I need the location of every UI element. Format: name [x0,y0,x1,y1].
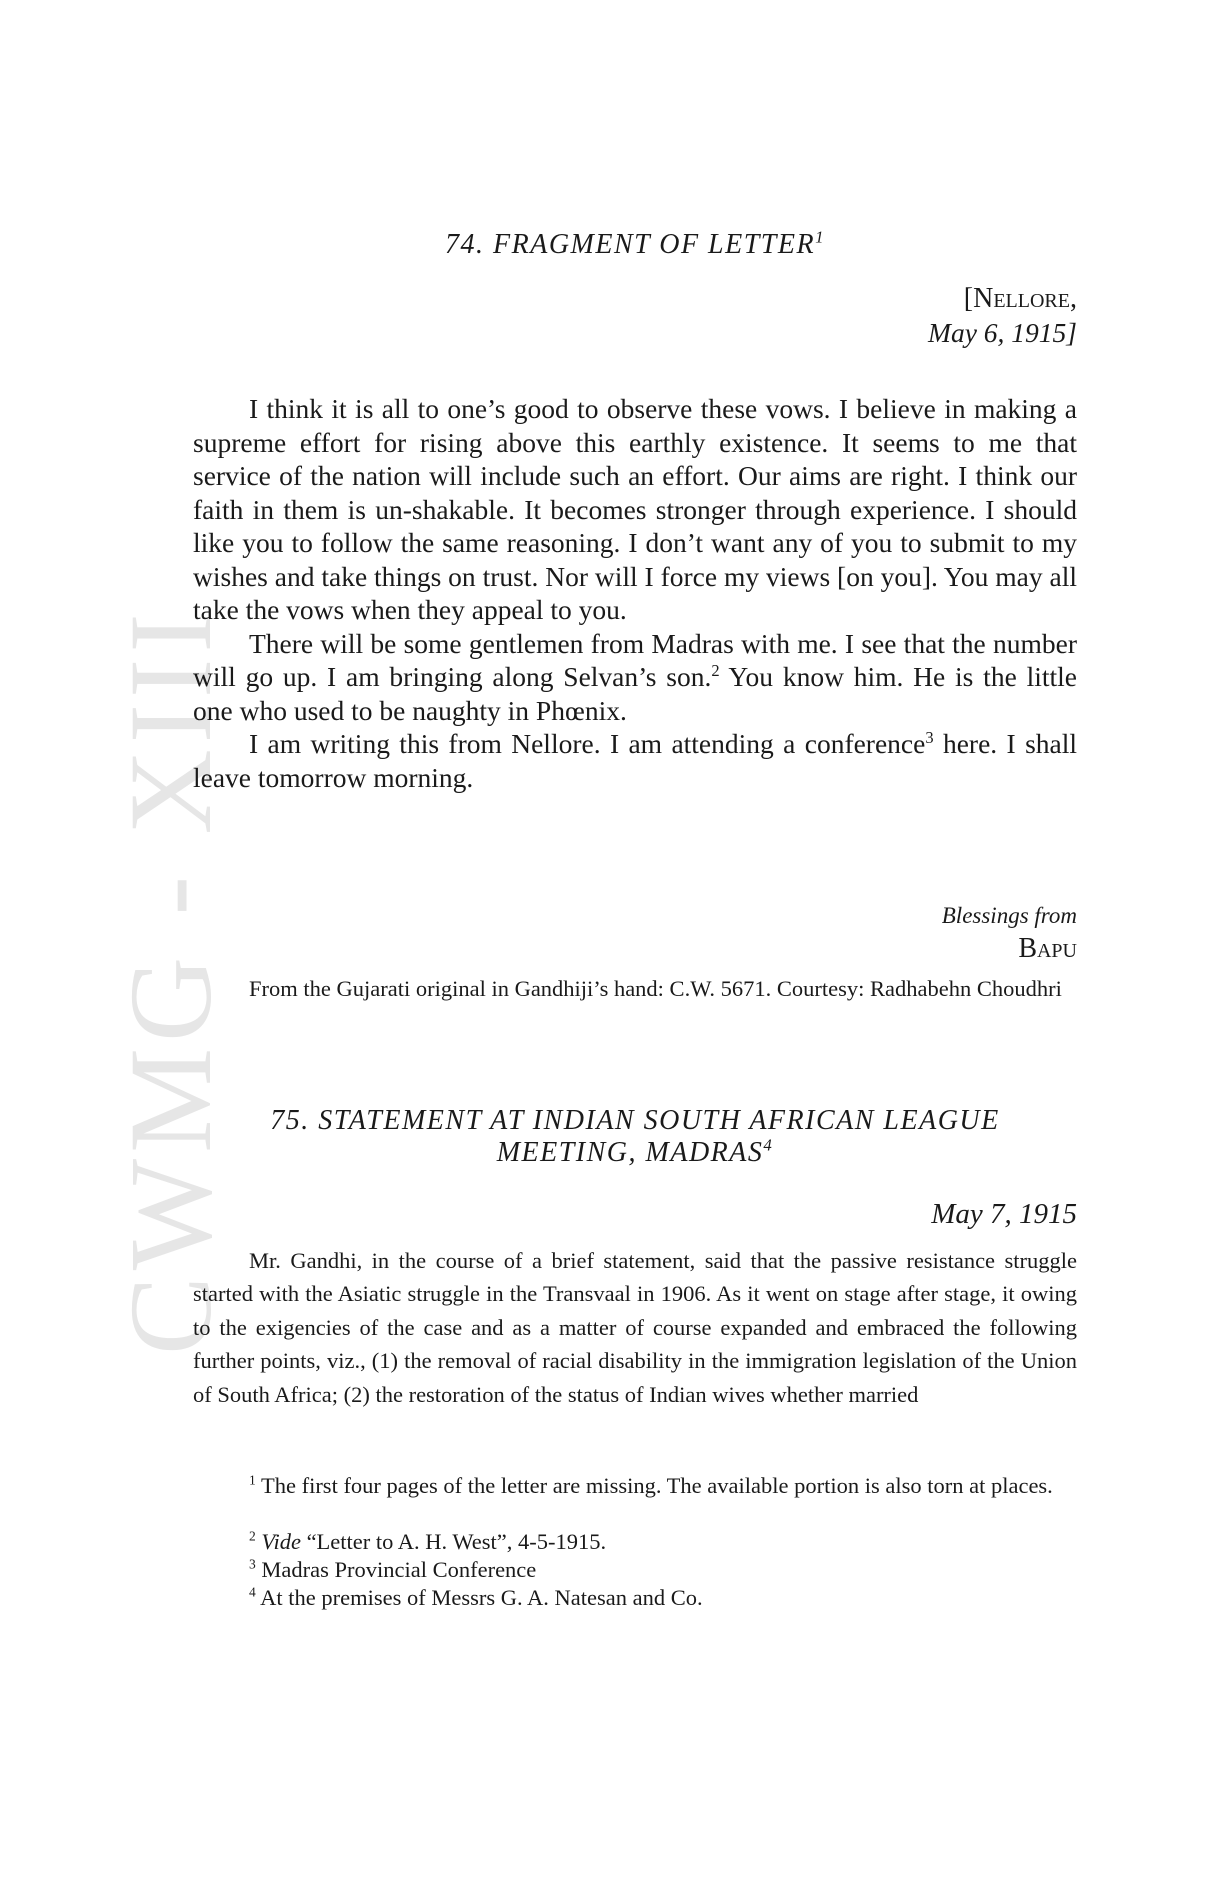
doc75-date: May 7, 1915 [931,1198,1077,1230]
doc74-signature: Bapu [1018,933,1077,964]
doc74-place: [Nellore, [963,283,1077,314]
footnote-1: $^1$ The first four pages of the letter are missing. The available portion is also torn at places. [249,1472,1053,1498]
doc74-paragraph-3: I am writing this from Nellore. I am attending a conference [249,728,926,759]
doc74-closing: Blessings from [941,903,1077,928]
doc74-title: 74. FRAGMENT OF LETTER$^1$ [445,227,825,260]
doc74-paragraph-2b: You know him. He is the little one who used to be naughty in Phœnix. [193,661,1077,726]
footnote-2: $^2$ Vide “Letter to A. H. West”, 4-5-1915. [249,1528,607,1554]
doc74-body: I think it is all to one’s good to observe these vows. I believe in making a supreme effort for rising above this earthly existence. It seems to me that service of the nation will include such an effort. Our aims are right. I think our faith in them is un-shakable. It becomes stronger through experience. I should like you to follow the same reasoning. I don’t want any of you to submit to my wishes and take things on trust. Nor will I force my views [on you]. You may all take the vows when they appeal to you. There will be some gentlemen from Madras with me. I see that the number will go up. I am bringing along Selvan’s son.$^2$ You know him. He is the little one who used to be naughty in Phœnix. I am writing this from Nellore. I am attending a conference$^3$ here. I shall leave tomorrow morning. [193,393,1078,793]
doc75-title: 75. STATEMENT AT INDIAN SOUTH AFRICAN LEAGUE MEETING, MADRAS$^4$ [270,1105,1000,1168]
doc74-paragraph-1: I think it is all to one’s good to observe these vows. I believe in making a supreme effort for rising above this earthly existence. It seems to me that service of the nation will include such an effort. Our aims are right. I think our faith in them is un-shakable. It becomes stronger through experience. I should like you to follow the same reasoning. I don’t want any of you to submit to my wishes and take things on trust. Nor will I force my views [on you]. You may all take the vows when they appeal to you. [193,393,1077,625]
doc74-paragraph-3b: here. I shall leave tomorrow morning. [193,728,1078,793]
watermark: CWMG - XIII [105,607,236,1355]
doc74-paragraph-2: There will be some gentlemen from Madras with me. I see that the number will go up. I am bringing along Selvan’s son. [193,627,1077,692]
doc74-source: From the Gujarati original in Gandhiji’s hand: C.W. 5671. Courtesy: Radhabehn Choudhri [249,976,1062,1001]
doc75-body: Mr. Gandhi, in the course of a brief statement, said that the passive resistance struggle started with the Asiatic struggle in the Transvaal in 1906. As it went on stage after stage, it owing to the exigencies of the case and as a matter of course expanded and embraced the following further points, viz., (1) the removal of racial disability in the immigration legislation of the Union of South Africa; (2) the restoration of the status of Indian wives whether married [193,1248,1077,1407]
doc74-date: May 6, 1915] [928,317,1077,348]
footnote-3: $^3$ Madras Provincial Conference [249,1556,537,1582]
footnote-4: $^4$ At the premises of Messrs G. A. Natesan and Co. [249,1584,703,1610]
